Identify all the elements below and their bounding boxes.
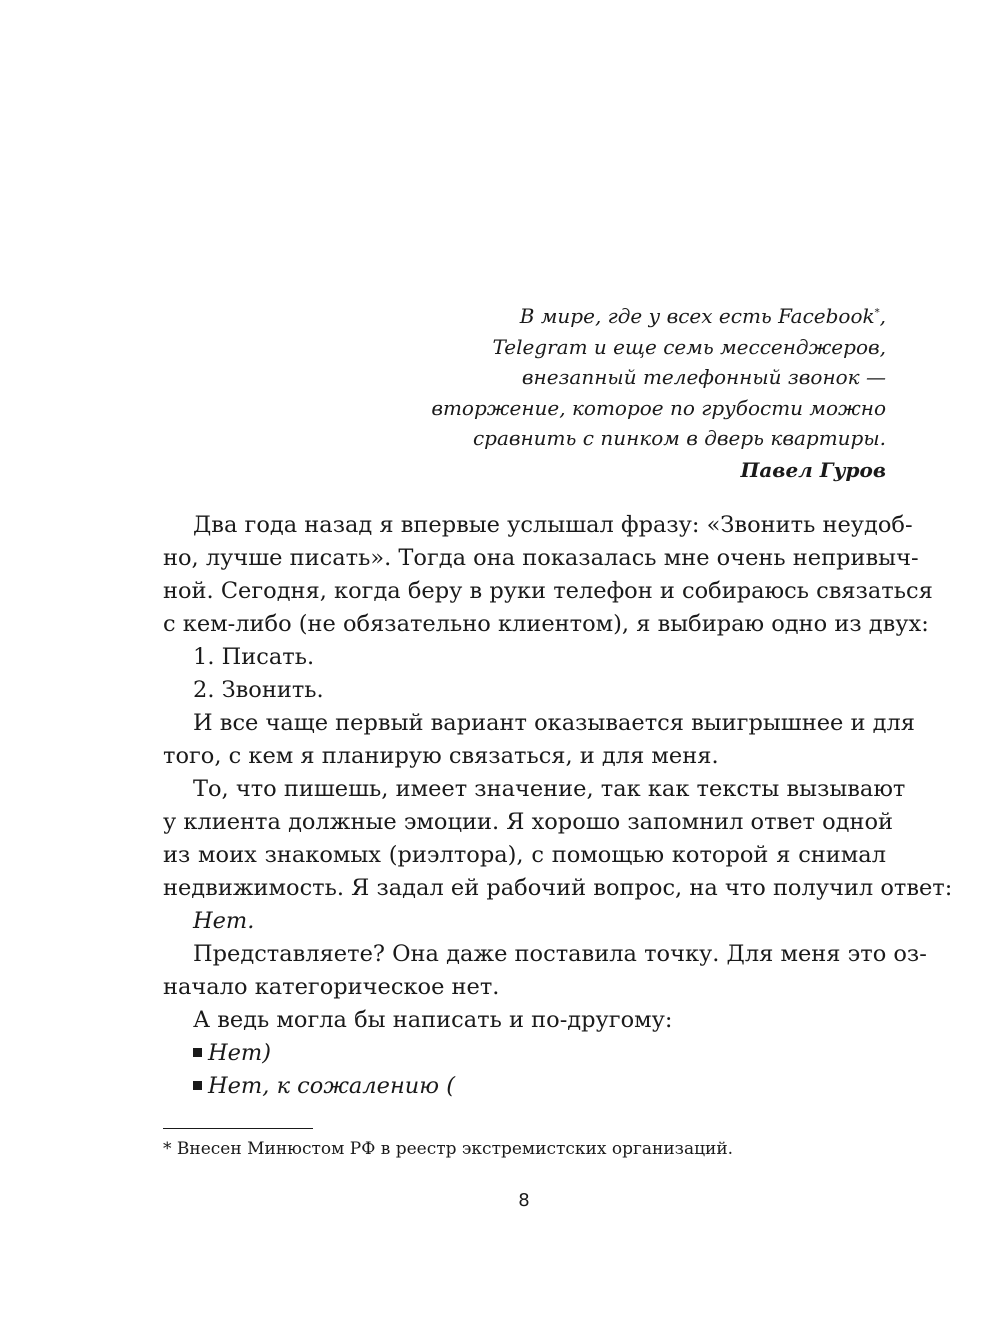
text-line: Представляете? Она даже поставила точку. Для меня это оз-: [193, 941, 927, 967]
text-line: из моих знакомых (риэлтора), с помощью которой я снимал: [163, 842, 886, 868]
paragraph: [163, 938, 927, 1004]
epigraph-line: вторжение, которое по грубости можно: [431, 395, 886, 420]
text-line: А ведь могла бы написать и по-другому:: [193, 1007, 673, 1033]
epigraph-line-text: ,: [879, 304, 886, 328]
bullet-item: [163, 1037, 886, 1070]
footnote-marker: *: [874, 307, 880, 319]
paragraph: [163, 773, 953, 905]
list-item: 2. Звонить.: [193, 677, 324, 703]
epigraph-author: Павел Гуров: [740, 457, 886, 482]
epigraph-line: [366, 301, 886, 332]
epigraph: [366, 301, 886, 485]
text-line: но, лучше писать». Тогда она показалась мне очень непривыч-: [163, 545, 919, 571]
square-bullet-icon: [193, 1081, 202, 1090]
text-line: То, что пишешь, имеет значение, так как тексты вызывают: [193, 776, 906, 802]
text-line: у клиента должные эмоции. Я хорошо запомнил ответ одной: [163, 809, 894, 835]
bullet-text: Нет): [208, 1040, 272, 1066]
paragraph: [163, 1004, 886, 1037]
bullet-list: [163, 1037, 886, 1103]
paragraph: [163, 905, 886, 938]
text-line: с кем-либо (не обязательно клиентом), я выбираю одно из двух:: [163, 611, 929, 637]
list-item: 1. Писать.: [193, 644, 315, 670]
footnote: * Внесен Минюстом РФ в реестр экстремистских организаций.: [163, 1139, 734, 1159]
epigraph-line-text: В мире, где у всех есть Facebook: [519, 304, 875, 328]
page-number: 8: [518, 1190, 530, 1211]
epigraph-line: сравнить с пинком в дверь квартиры.: [472, 426, 886, 450]
text-line: Два года назад я впервые услышал фразу: «Звонить неудоб-: [193, 512, 913, 538]
quoted-answer: Нет.: [193, 908, 255, 934]
text-line: недвижимость. Я задал ей рабочий вопрос, на что получил ответ:: [163, 875, 953, 901]
bullet-text: Нет, к сожалению (: [208, 1073, 455, 1099]
square-bullet-icon: [193, 1048, 202, 1057]
paragraph: [163, 509, 933, 641]
text-line: начало категорическое нет.: [163, 974, 500, 1000]
paragraph: [163, 707, 915, 773]
main-text: [163, 509, 953, 1103]
bullet-item: [163, 1070, 886, 1103]
text-line: ной. Сегодня, когда беру в руки телефон и собираюсь связаться: [163, 578, 933, 604]
epigraph-line: внезапный телефонный звонок —: [521, 365, 886, 389]
numbered-list: [163, 641, 886, 707]
text-line: того, с кем я планирую связаться, и для меня.: [163, 743, 719, 769]
text-line: И все чаще первый вариант оказывается выигрышнее и для: [193, 710, 915, 736]
epigraph-line: Telegram и еще семь мессенджеров,: [492, 334, 886, 359]
footnote-divider: [163, 1128, 313, 1129]
